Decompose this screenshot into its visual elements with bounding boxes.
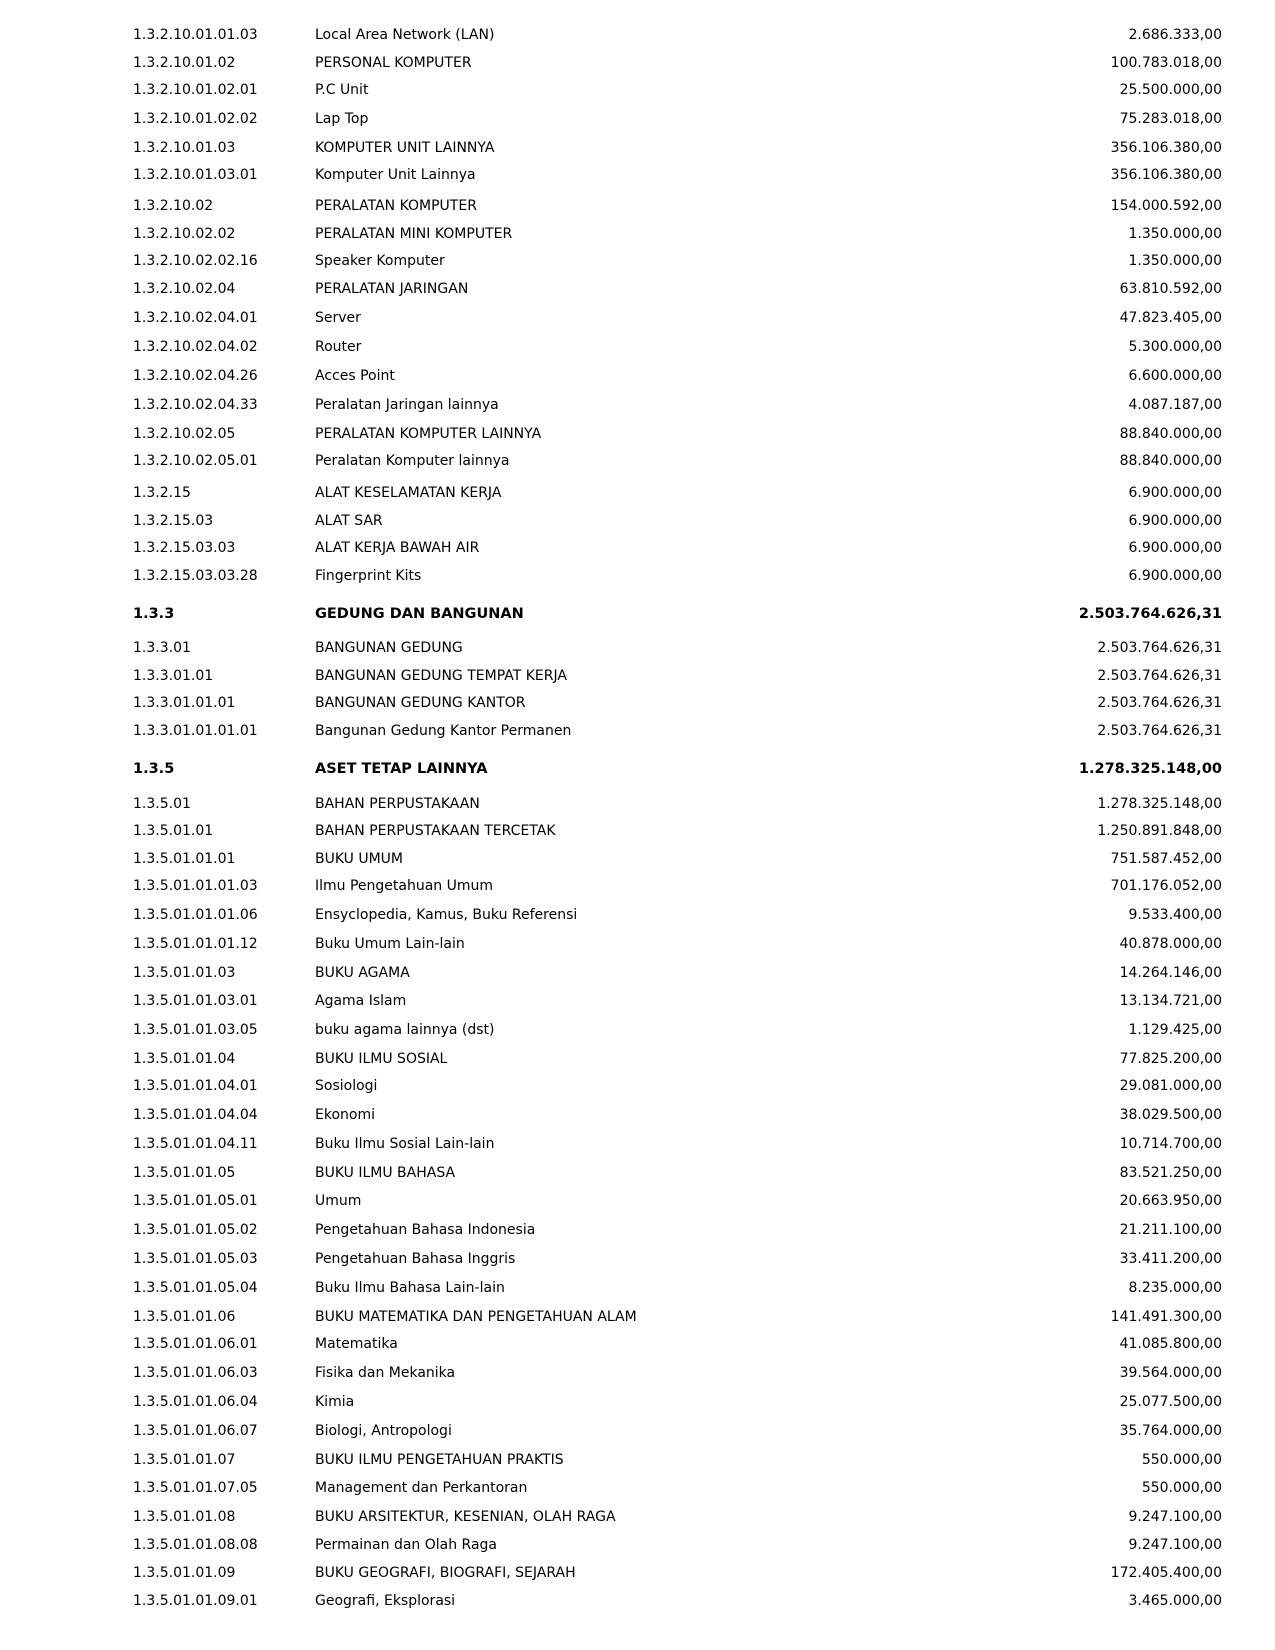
account-amount: 29.081.000,00: [1119, 1078, 1222, 1094]
account-amount: 751.587.452,00: [1110, 851, 1222, 867]
account-name: Buku Ilmu Sosial Lain-lain: [315, 1136, 495, 1152]
account-name: ASET TETAP LAINNYA: [315, 761, 488, 777]
account-code: 1.3.5.01.01: [133, 823, 214, 839]
table-row: [0, 1334, 1275, 1354]
account-amount: 6.900.000,00: [1128, 540, 1222, 556]
table-row: [0, 337, 1275, 357]
account-code: 1.3.5.01.01.04.04: [133, 1107, 258, 1123]
table-row: [0, 279, 1275, 299]
table-row: [0, 693, 1275, 713]
account-code: 1.3.2.10.01.03.01: [133, 167, 258, 183]
account-code: 1.3.5.01.01.05.03: [133, 1251, 258, 1267]
account-amount: 88.840.000,00: [1119, 426, 1222, 442]
account-name: BUKU UMUM: [315, 851, 404, 867]
account-code: 1.3.2.15.03.03: [133, 540, 236, 556]
account-amount: 1.350.000,00: [1128, 226, 1222, 242]
account-code: 1.3.5.01.01.01: [133, 851, 236, 867]
account-amount: 9.247.100,00: [1128, 1537, 1222, 1553]
account-code: 1.3.5.01.01.09.01: [133, 1593, 258, 1609]
account-amount: 9.533.400,00: [1128, 907, 1222, 923]
account-amount: 2.503.764.626,31: [1097, 695, 1222, 711]
table-row: [0, 849, 1275, 869]
table-row: [0, 1134, 1275, 1154]
account-amount: 356.106.380,00: [1110, 167, 1222, 183]
account-code: 1.3.5.01.01.07.05: [133, 1480, 258, 1496]
table-row: [0, 424, 1275, 444]
account-code: 1.3.5.01.01.04.11: [133, 1136, 258, 1152]
table-row: [0, 1591, 1275, 1611]
account-code: 1.3.2.10.02.05: [133, 426, 236, 442]
account-name: BUKU ILMU PENGETAHUAN PRAKTIS: [315, 1452, 564, 1468]
account-name: PERALATAN JARINGAN: [315, 281, 469, 297]
table-row: [0, 1450, 1275, 1470]
account-code: 1.3.2.10.02.02: [133, 226, 236, 242]
account-amount: 100.783.018,00: [1110, 55, 1222, 71]
account-code: 1.3.2.10.02.02.16: [133, 253, 258, 269]
account-code: 1.3.5.01: [133, 796, 191, 812]
account-name: ALAT KERJA BAWAH AIR: [315, 540, 480, 556]
table-row: [0, 821, 1275, 841]
account-amount: 2.686.333,00: [1128, 27, 1222, 43]
table-row: [0, 1076, 1275, 1096]
account-amount: 6.900.000,00: [1128, 568, 1222, 584]
table-row: [0, 366, 1275, 386]
account-code: 1.3.5.01.01.03.05: [133, 1022, 258, 1038]
account-code: 1.3.5.01.01.07: [133, 1452, 236, 1468]
account-code: 1.3.2.10.01.03: [133, 140, 236, 156]
table-row: [0, 483, 1275, 503]
account-name: BUKU ARSITEKTUR, KESENIAN, OLAH RAGA: [315, 1509, 616, 1525]
table-row: [0, 165, 1275, 185]
account-code: 1.3.2.10.01.01.03: [133, 27, 258, 43]
account-code: 1.3.2.10.02: [133, 198, 214, 214]
account-amount: 75.283.018,00: [1119, 111, 1222, 127]
account-code: 1.3.5.01.01.06.03: [133, 1365, 258, 1381]
table-row: [0, 1363, 1275, 1383]
table-row: [0, 451, 1275, 471]
table-row: [0, 224, 1275, 244]
account-name: Biologi, Antropologi: [315, 1423, 452, 1439]
table-row: [0, 934, 1275, 954]
account-amount: 1.129.425,00: [1128, 1022, 1222, 1038]
account-code: 1.3.2.10.02.04.01: [133, 310, 258, 326]
account-name: Bangunan Gedung Kantor Permanen: [315, 723, 572, 739]
account-amount: 4.087.187,00: [1128, 397, 1222, 413]
account-code: 1.3.5: [133, 761, 175, 777]
account-amount: 6.900.000,00: [1128, 513, 1222, 529]
account-code: 1.3.5.01.01.06: [133, 1309, 236, 1325]
account-code: 1.3.2.10.02.05.01: [133, 453, 258, 469]
account-name: Pengetahuan Bahasa Indonesia: [315, 1222, 536, 1238]
account-code: 1.3.2.10.01.02.01: [133, 82, 258, 98]
table-row: [0, 991, 1275, 1011]
account-amount: 6.600.000,00: [1128, 368, 1222, 384]
table-row: [0, 53, 1275, 73]
account-name: Management dan Perkantoran: [315, 1480, 528, 1496]
account-code: 1.3.2.10.02.04.33: [133, 397, 258, 413]
table-row: [0, 1191, 1275, 1211]
table-row: [0, 905, 1275, 925]
table-row: [0, 963, 1275, 983]
table-row: [0, 1049, 1275, 1069]
account-name: ALAT SAR: [315, 513, 383, 529]
account-code: 1.3.2.15.03: [133, 513, 214, 529]
account-name: PERALATAN MINI KOMPUTER: [315, 226, 513, 242]
account-name: Sosiologi: [315, 1078, 378, 1094]
account-name: Acces Point: [315, 368, 395, 384]
account-code: 1.3.5.01.01.01.12: [133, 936, 258, 952]
table-row: [0, 604, 1275, 624]
account-amount: 88.840.000,00: [1119, 453, 1222, 469]
account-name: PERSONAL KOMPUTER: [315, 55, 472, 71]
account-code: 1.3.5.01.01.06.04: [133, 1394, 258, 1410]
account-name: Peralatan Jaringan lainnya: [315, 397, 499, 413]
table-row: [0, 1249, 1275, 1269]
account-name: PERALATAN KOMPUTER: [315, 198, 477, 214]
table-row: [0, 511, 1275, 531]
account-amount: 77.825.200,00: [1119, 1051, 1222, 1067]
account-code: 1.3.2.10.02.04.02: [133, 339, 258, 355]
table-row: [0, 138, 1275, 158]
account-name: Matematika: [315, 1336, 398, 1352]
account-name: BUKU GEOGRAFI, BIOGRAFI, SEJARAH: [315, 1565, 576, 1581]
account-name: Agama Islam: [315, 993, 407, 1009]
account-amount: 141.491.300,00: [1110, 1309, 1222, 1325]
table-row: [0, 721, 1275, 741]
account-name: Local Area Network (LAN): [315, 27, 495, 43]
account-code: 1.3.5.01.01.01.06: [133, 907, 258, 923]
table-row: [0, 566, 1275, 586]
account-code: 1.3.5.01.01.04.01: [133, 1078, 258, 1094]
account-name: BANGUNAN GEDUNG TEMPAT KERJA: [315, 668, 567, 684]
account-name: Kimia: [315, 1394, 355, 1410]
account-amount: 550.000,00: [1141, 1452, 1222, 1468]
account-amount: 63.810.592,00: [1119, 281, 1222, 297]
account-amount: 1.278.325.148,00: [1078, 761, 1222, 777]
account-name: Buku Ilmu Bahasa Lain-lain: [315, 1280, 505, 1296]
table-row: [0, 25, 1275, 45]
account-name: Fisika dan Mekanika: [315, 1365, 456, 1381]
account-amount: 21.211.100,00: [1119, 1222, 1222, 1238]
account-amount: 1.278.325.148,00: [1097, 796, 1222, 812]
table-row: [0, 1220, 1275, 1240]
account-amount: 550.000,00: [1141, 1480, 1222, 1496]
account-amount: 6.900.000,00: [1128, 485, 1222, 501]
account-name: P.C Unit: [315, 82, 369, 98]
account-amount: 40.878.000,00: [1119, 936, 1222, 952]
account-amount: 83.521.250,00: [1119, 1165, 1222, 1181]
account-code: 1.3.5.01.01.05.02: [133, 1222, 258, 1238]
account-name: Permainan dan Olah Raga: [315, 1537, 498, 1553]
table-row: [0, 1392, 1275, 1412]
account-name: ALAT KESELAMATAN KERJA: [315, 485, 502, 501]
account-amount: 2.503.764.626,31: [1097, 640, 1222, 656]
account-amount: 5.300.000,00: [1128, 339, 1222, 355]
account-amount: 10.714.700,00: [1119, 1136, 1222, 1152]
account-amount: 356.106.380,00: [1110, 140, 1222, 156]
account-amount: 33.411.200,00: [1119, 1251, 1222, 1267]
account-amount: 2.503.764.626,31: [1097, 668, 1222, 684]
table-row: [0, 1421, 1275, 1441]
table-row: [0, 80, 1275, 100]
table-row: [0, 1535, 1275, 1555]
table-row: [0, 395, 1275, 415]
account-amount: 20.663.950,00: [1119, 1193, 1222, 1209]
account-amount: 2.503.764.626,31: [1078, 606, 1222, 622]
account-name: BAHAN PERPUSTAKAAN: [315, 796, 480, 812]
table-row: [0, 1278, 1275, 1298]
table-row: [0, 1563, 1275, 1583]
account-name: GEDUNG DAN BANGUNAN: [315, 606, 524, 622]
account-amount: 154.000.592,00: [1110, 198, 1222, 214]
account-code: 1.3.5.01.01.09: [133, 1565, 236, 1581]
account-code: 1.3.5.01.01.08: [133, 1509, 236, 1525]
account-name: Server: [315, 310, 361, 326]
table-row: [0, 1507, 1275, 1527]
table-row: [0, 1105, 1275, 1125]
account-name: Fingerprint Kits: [315, 568, 422, 584]
account-code: 1.3.2.15: [133, 485, 191, 501]
account-name: Geografi, Eksplorasi: [315, 1593, 456, 1609]
table-row: [0, 251, 1275, 271]
account-code: 1.3.5.01.01.05: [133, 1165, 236, 1181]
account-name: Pengetahuan Bahasa Inggris: [315, 1251, 516, 1267]
table-row: [0, 1020, 1275, 1040]
account-name: BUKU ILMU BAHASA: [315, 1165, 456, 1181]
account-name: Speaker Komputer: [315, 253, 445, 269]
account-code: 1.3.3.01.01.01: [133, 695, 236, 711]
table-row: [0, 1478, 1275, 1498]
account-name: BUKU ILMU SOSIAL: [315, 1051, 448, 1067]
account-code: 1.3.5.01.01.03.01: [133, 993, 258, 1009]
account-name: Ensyclopedia, Kamus, Buku Referensi: [315, 907, 578, 923]
account-name: Router: [315, 339, 362, 355]
account-amount: 9.247.100,00: [1128, 1509, 1222, 1525]
account-name: Umum: [315, 1193, 362, 1209]
account-amount: 701.176.052,00: [1110, 878, 1222, 894]
account-amount: 14.264.146,00: [1119, 965, 1222, 981]
account-name: Ilmu Pengetahuan Umum: [315, 878, 494, 894]
table-row: [0, 538, 1275, 558]
account-name: buku agama lainnya (dst): [315, 1022, 495, 1038]
account-amount: 38.029.500,00: [1119, 1107, 1222, 1123]
account-amount: 47.823.405,00: [1119, 310, 1222, 326]
table-row: [0, 308, 1275, 328]
account-code: 1.3.2.15.03.03.28: [133, 568, 258, 584]
account-name: BUKU MATEMATIKA DAN PENGETAHUAN ALAM: [315, 1309, 637, 1325]
account-name: BUKU AGAMA: [315, 965, 410, 981]
table-row: [0, 794, 1275, 814]
account-code: 1.3.5.01.01.01.03: [133, 878, 258, 894]
account-name: Lap Top: [315, 111, 369, 127]
account-amount: 2.503.764.626,31: [1097, 723, 1222, 739]
account-name: BANGUNAN GEDUNG: [315, 640, 463, 656]
table-row: [0, 876, 1275, 896]
account-name: KOMPUTER UNIT LAINNYA: [315, 140, 495, 156]
account-code: 1.3.5.01.01.04: [133, 1051, 236, 1067]
account-amount: 25.077.500,00: [1119, 1394, 1222, 1410]
account-amount: 35.764.000,00: [1119, 1423, 1222, 1439]
account-name: PERALATAN KOMPUTER LAINNYA: [315, 426, 542, 442]
account-code: 1.3.5.01.01.06.07: [133, 1423, 258, 1439]
account-code: 1.3.2.10.01.02.02: [133, 111, 258, 127]
account-amount: 3.465.000,00: [1128, 1593, 1222, 1609]
table-row: [0, 1163, 1275, 1183]
account-amount: 1.250.891.848,00: [1097, 823, 1222, 839]
account-code: 1.3.2.10.02.04.26: [133, 368, 258, 384]
table-row: [0, 638, 1275, 658]
account-name: BANGUNAN GEDUNG KANTOR: [315, 695, 526, 711]
table-row: [0, 759, 1275, 779]
account-code: 1.3.3.01.01: [133, 668, 214, 684]
account-name: Komputer Unit Lainnya: [315, 167, 476, 183]
table-row: [0, 109, 1275, 129]
account-code: 1.3.5.01.01.05.01: [133, 1193, 258, 1209]
account-amount: 13.134.721,00: [1119, 993, 1222, 1009]
account-code: 1.3.2.10.01.02: [133, 55, 236, 71]
table-row: [0, 666, 1275, 686]
account-amount: 39.564.000,00: [1119, 1365, 1222, 1381]
account-code: 1.3.2.10.02.04: [133, 281, 236, 297]
account-code: 1.3.5.01.01.08.08: [133, 1537, 258, 1553]
account-name: Ekonomi: [315, 1107, 375, 1123]
account-code: 1.3.5.01.01.05.04: [133, 1280, 258, 1296]
account-code: 1.3.3: [133, 606, 175, 622]
account-code: 1.3.3.01.01.01.01: [133, 723, 258, 739]
table-row: [0, 1307, 1275, 1327]
account-name: BAHAN PERPUSTAKAAN TERCETAK: [315, 823, 556, 839]
account-amount: 25.500.000,00: [1119, 82, 1222, 98]
account-amount: 41.085.800,00: [1119, 1336, 1222, 1352]
account-code: 1.3.5.01.01.03: [133, 965, 236, 981]
account-code: 1.3.5.01.01.06.01: [133, 1336, 258, 1352]
account-name: Buku Umum Lain-lain: [315, 936, 465, 952]
account-amount: 8.235.000,00: [1128, 1280, 1222, 1296]
account-name: Peralatan Komputer lainnya: [315, 453, 510, 469]
table-row: [0, 196, 1275, 216]
account-code: 1.3.3.01: [133, 640, 191, 656]
account-amount: 172.405.400,00: [1110, 1565, 1222, 1581]
account-amount: 1.350.000,00: [1128, 253, 1222, 269]
